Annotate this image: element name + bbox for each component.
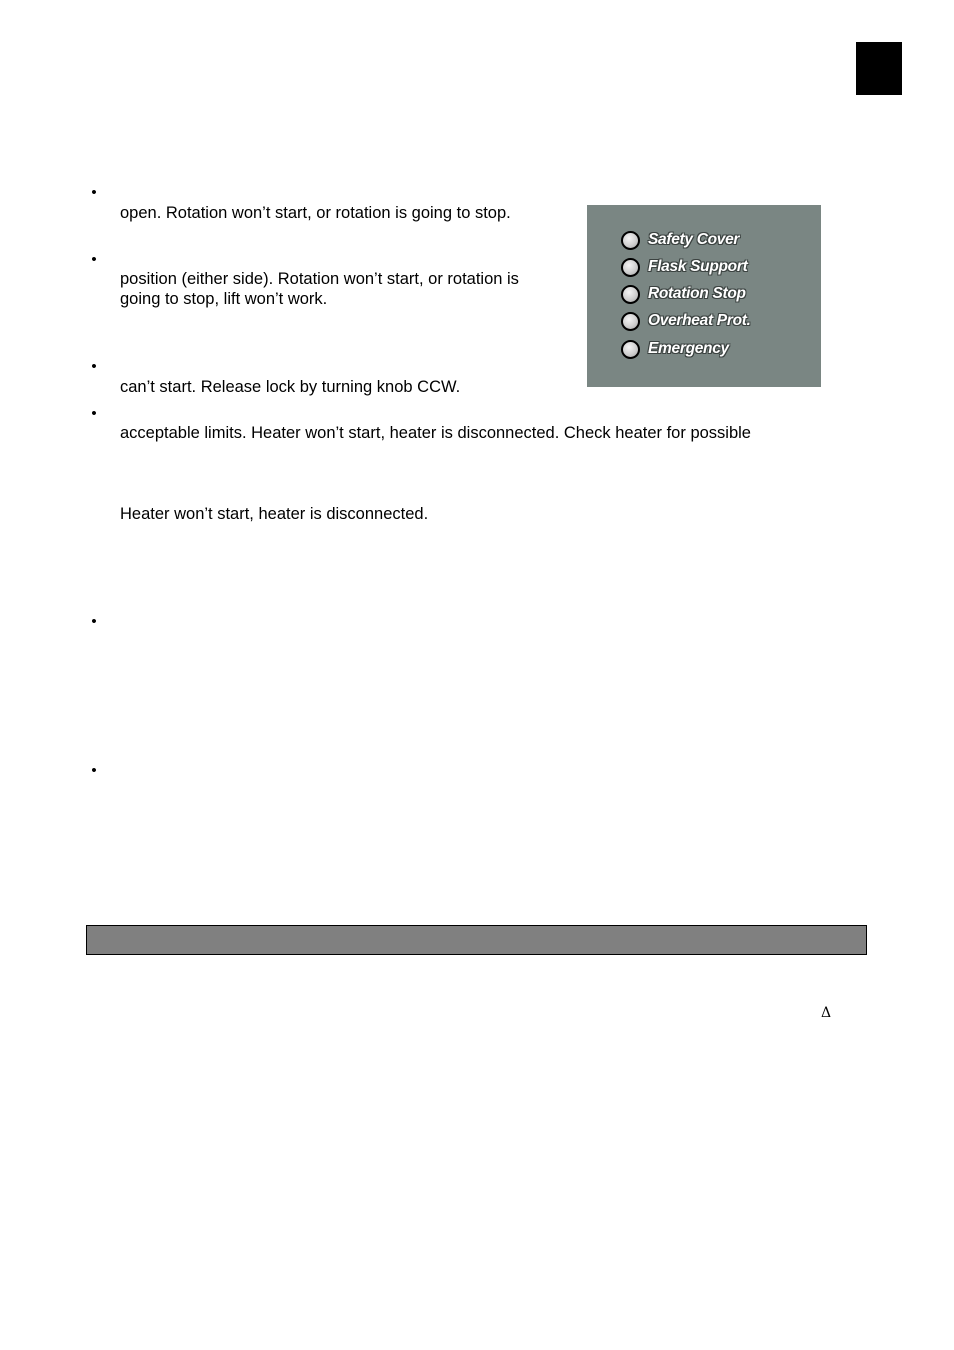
- text-rotation-stop-line: can’t start. Release lock by turning knob CCW.: [120, 378, 461, 396]
- indicator-emergency: [621, 337, 729, 361]
- indicator-safety-cover: [621, 228, 739, 252]
- bullet-1: •: [91, 184, 97, 201]
- bullet-4: •: [91, 405, 97, 422]
- text-heater-line: Heater won’t start, heater is disconnected.: [120, 505, 429, 523]
- bullet-3: •: [91, 358, 97, 375]
- indicator-label: Rotation Stop: [648, 285, 746, 302]
- indicator-lamp-icon: [621, 258, 640, 277]
- indicator-label: Safety Cover: [648, 231, 740, 248]
- status-indicator-panel: [587, 205, 821, 387]
- indicator-flask-support: [621, 255, 747, 279]
- text-overheat-line: acceptable limits. Heater won’t start, heater is disconnected. Check heater for possible: [120, 424, 751, 442]
- indicator-rotation-stop: [621, 282, 746, 306]
- text-safety-cover-line: open. Rotation won’t start, or rotation is going to stop.: [120, 204, 511, 222]
- indicator-lamp-icon: [621, 340, 640, 359]
- indicator-lamp-icon: [621, 312, 640, 331]
- text-flask-support-line-1: position (either side). Rotation won’t start, or rotation is: [120, 270, 519, 288]
- indicator-lamp-icon: [621, 285, 640, 304]
- indicator-lamp-icon: [621, 231, 640, 250]
- indicator-label: Flask Support: [648, 258, 748, 275]
- indicator-label: Emergency: [648, 340, 729, 357]
- bullet-2: •: [91, 251, 97, 268]
- indicator-overheat-prot: [621, 309, 751, 333]
- bullet-6: •: [91, 762, 97, 779]
- section-header-bar: [86, 925, 867, 955]
- text-flask-support-line-2: going to stop, lift won’t work.: [120, 290, 328, 308]
- delta-symbol: Δ: [821, 1005, 832, 1021]
- bullet-5: •: [91, 613, 97, 630]
- page-corner-block: [856, 42, 902, 95]
- indicator-label: Overheat Prot.: [648, 312, 751, 329]
